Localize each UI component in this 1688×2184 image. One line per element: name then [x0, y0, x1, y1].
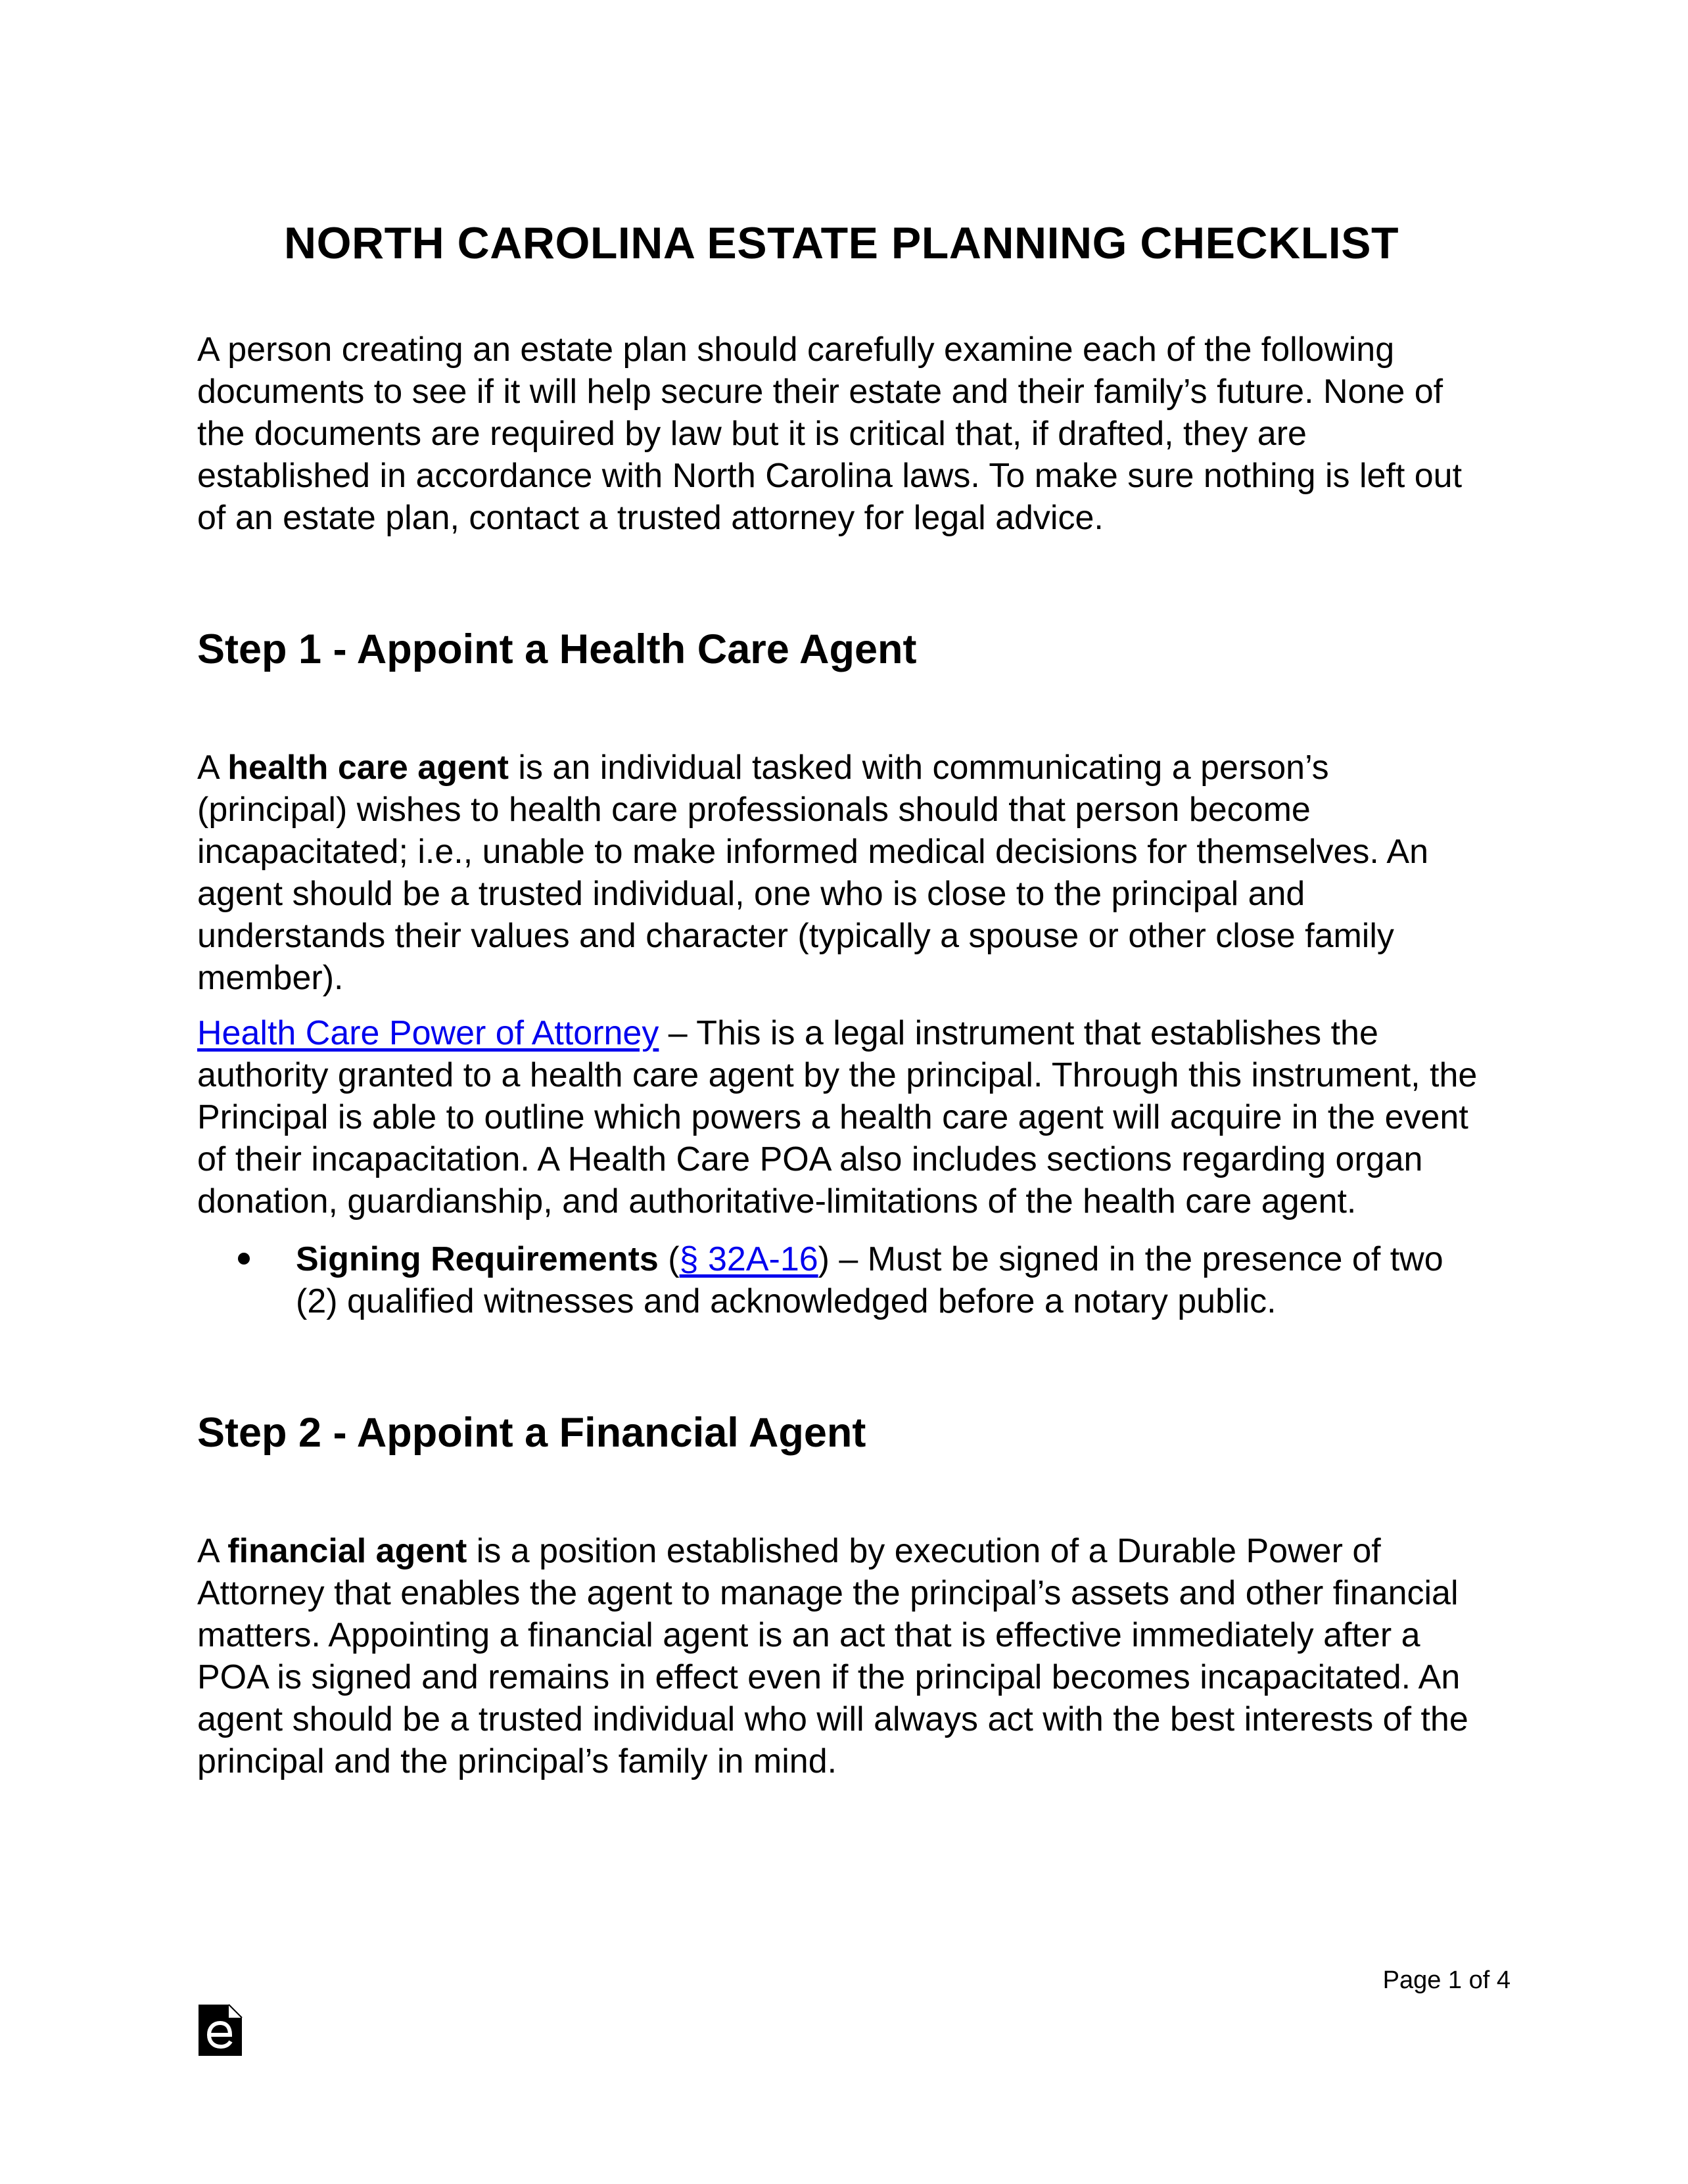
para-prefix: A	[197, 1532, 228, 1570]
list-item	[197, 1238, 1486, 1322]
page-number: Page 1 of 4	[1382, 1966, 1511, 1994]
bullet-icon	[238, 1253, 250, 1265]
financial-agent-paragraph	[197, 1530, 1486, 1782]
open-paren: (	[658, 1240, 680, 1278]
document-title: NORTH CAROLINA ESTATE PLANNING CHECKLIST	[283, 218, 1399, 268]
para-text: is an individual tasked with communicating a person’s (principal) wishes to health care professionals should that person become incapacitated; i.e., unable to make informed medical decisions for themselves. An agent should be a trusted individual, one who is close to the principal and understands their values and character (typically a spouse or other close family member).	[197, 749, 1428, 997]
signing-requirements-text: ) – Must be signed in the presence of two (2) qualified witnesses and acknowledged before a notary public.	[296, 1240, 1443, 1320]
health-care-poa-link[interactable]: Health Care Power of Attorney	[197, 1014, 659, 1052]
step-1-heading: Step 1 - Appoint a Health Care Agent	[197, 626, 917, 672]
health-care-agent-term: health care agent	[227, 749, 509, 787]
signing-requirements-list	[197, 1238, 1486, 1322]
signing-requirements-label: Signing Requirements	[296, 1240, 659, 1278]
eforms-logo-icon	[197, 1998, 243, 2057]
step-2-heading: Step 2 - Appoint a Financial Agent	[197, 1410, 866, 1456]
health-care-poa-paragraph	[197, 1012, 1486, 1222]
poa-description: – This is a legal instrument that establishes the authority granted to a health care agent by the principal. Through this instrument, the Principal is able to outline which powers a health care agent will acquire in the event of their incapacitation. A Health Care POA also includes sections regarding organ donation, guardianship, and authoritative-limitations of the health care agent.	[197, 1014, 1478, 1220]
para-text: is a position established by execution of a Durable Power of Attorney that enables the agent to manage the principal’s assets and other financial matters. Appointing a financial agent is an act that is effective immediately after a POA is signed and remains in effect even if the principal becomes incapacitated. An agent should be a trusted individual who will always act with the best interests of the principal and the principal’s family in mind.	[197, 1532, 1468, 1780]
para-prefix: A	[197, 749, 228, 787]
health-care-agent-paragraph	[197, 747, 1486, 999]
document-body	[197, 217, 1486, 1782]
intro-paragraph: A person creating an estate plan should carefully examine each of the following documents to see if it will help secure their estate and their family’s future. None of the documents are required by law but it is critical that, if drafted, they are established in accordance with North Carolina laws. To make sure nothing is left out of an estate plan, contact a trusted attorney for legal advice.	[197, 331, 1463, 537]
financial-agent-term: financial agent	[227, 1532, 467, 1570]
statute-link[interactable]: § 32A-16	[679, 1240, 818, 1278]
